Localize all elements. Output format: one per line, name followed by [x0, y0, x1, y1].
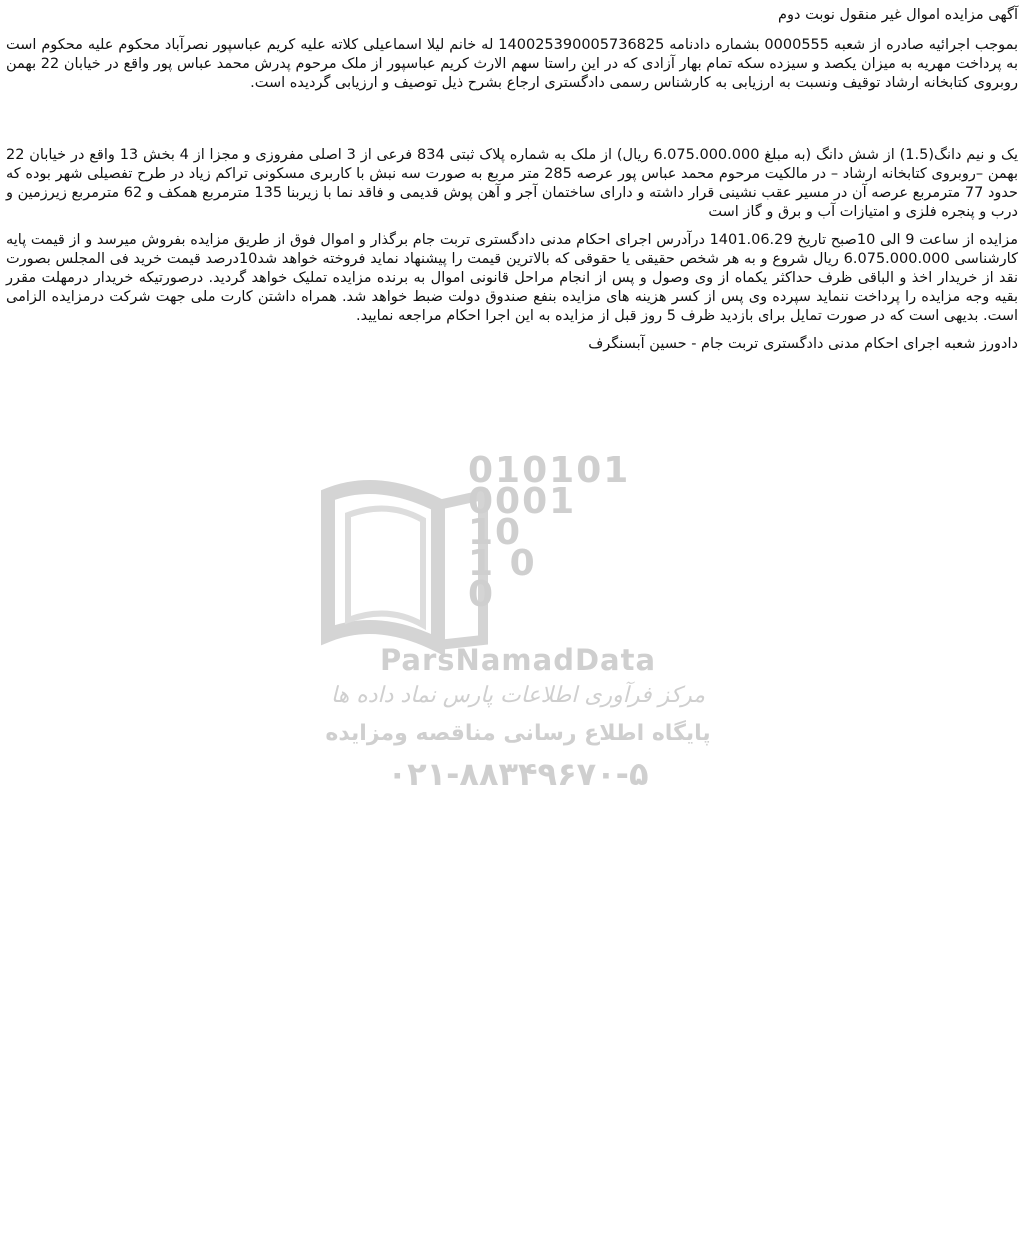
- watermark-digits: 010101 0001 10 1 0 0: [468, 450, 631, 615]
- book-logo-icon: [318, 465, 488, 655]
- auction-notice: [6, 6, 1018, 354]
- watermark-brand: ParsNamadData: [379, 643, 657, 677]
- notice-signature: دادورز شعبه اجرای احکام مدنی دادگستری تربت جام - حسین آبسنگرف: [588, 336, 1018, 352]
- watermark: [318, 450, 718, 800]
- notice-paragraph-auction-terms: مزایده از ساعت 9 الی 10صبح تاریخ 1401.06.29 درآدرس اجرای احکام مدنی دادگستری تربت جام برگذار و اموال فوق از طریق مزایده بفروش میرسد و از قیمت پایه کارشناسی 6.075.000.000 ریال شروع و به هر شخص حقیقی یا حقوقی که بالاترین قیمت را پیشنهاد نماید فروخته خواهد شد10درصد قیمت خرید فی المجلس بصورت نقد از خریدار اخذ و الباقی ظرف حداکثر یکماه از وی وصول و پس از انجام مراحل قانونی اموال به برنده مزایده تملیک خواهد گردید. درصورتیکه خریدار درمهلت مقرر بقیه وجه مزایده را پرداخت ننماید سپرده وی پس از کسر هزینه های مزایده بنفع صندوق دولت ضبط خواهد شد. همراه داشتن کارت ملی جهت شرکت درمزایده الزامی است. بدیهی است که در صورت تمایل برای بازدید ظرف 5 روز قبل از مزایده به این اجرا احکام مراجعه نمایید.: [6, 232, 1019, 324]
- notice-paragraph-property: یک و نیم دانگ(1.5) از شش دانگ (به مبلغ 6.075.000.000 ریال) از ملک به شماره پلاک ثبتی 834 فرعی از 3 اصلی مفروزی و مجزا از 4 بخش 13 واقع در خیابان 22 بهمن –روبروی کتابخانه ارشاد – در مالکیت مرحوم محمد عباس پور عرصه 285 متر مربع به صورت سه نبش با کاربری مسکونی تراکم زیاد در طرح تفصیلی شهر بوده که حدود 77 مترمربع عرصه آن در مسیر عقب نشینی قرار داشته و دارای ساختمان آجر و آهن پوش قدیمی و فاقد نما با زیربنا 135 مترمربع همکف و 62 مترمربع زیرزمین و درب و پنجره فلزی و امتیازات آب و برق و گاز است: [6, 147, 1018, 220]
- watermark-tagline: مرکز فرآوری اطلاعات پارس نماد داده ها: [330, 683, 706, 708]
- watermark-phone: ۰۲۱-۸۸۳۴۹۶۷۰-۵: [387, 755, 649, 793]
- notice-title: آگهی مزایده اموال غیر منقول نوبت دوم: [778, 7, 1018, 23]
- notice-paragraph-intro: بموجب اجرائیه صادره از شعبه 0000555 بشماره دادنامه 140025390005736825 له خانم لیلا اسماعیلی کلاته علیه کریم عباسپور نصرآباد محکوم علیه محکوم است به پرداخت مهریه به میزان یکصد و سیزده سکه تمام بهار آزادی که در این راستا سهم الارث کریم عباسپور از ملک مرحوم پدرش محمد عباس پور واقع در خیابان 22 بهمن روبروی کتابخانه ارشاد توقیف ونسبت به ارزیابی به کارشناس رسمی دادگستری ارجاع بشرح ذیل توصیف و ارزیابی گردیده است.: [6, 37, 1019, 91]
- watermark-subtitle: پایگاه اطلاع رسانی مناقصه ومزایده: [325, 721, 711, 746]
